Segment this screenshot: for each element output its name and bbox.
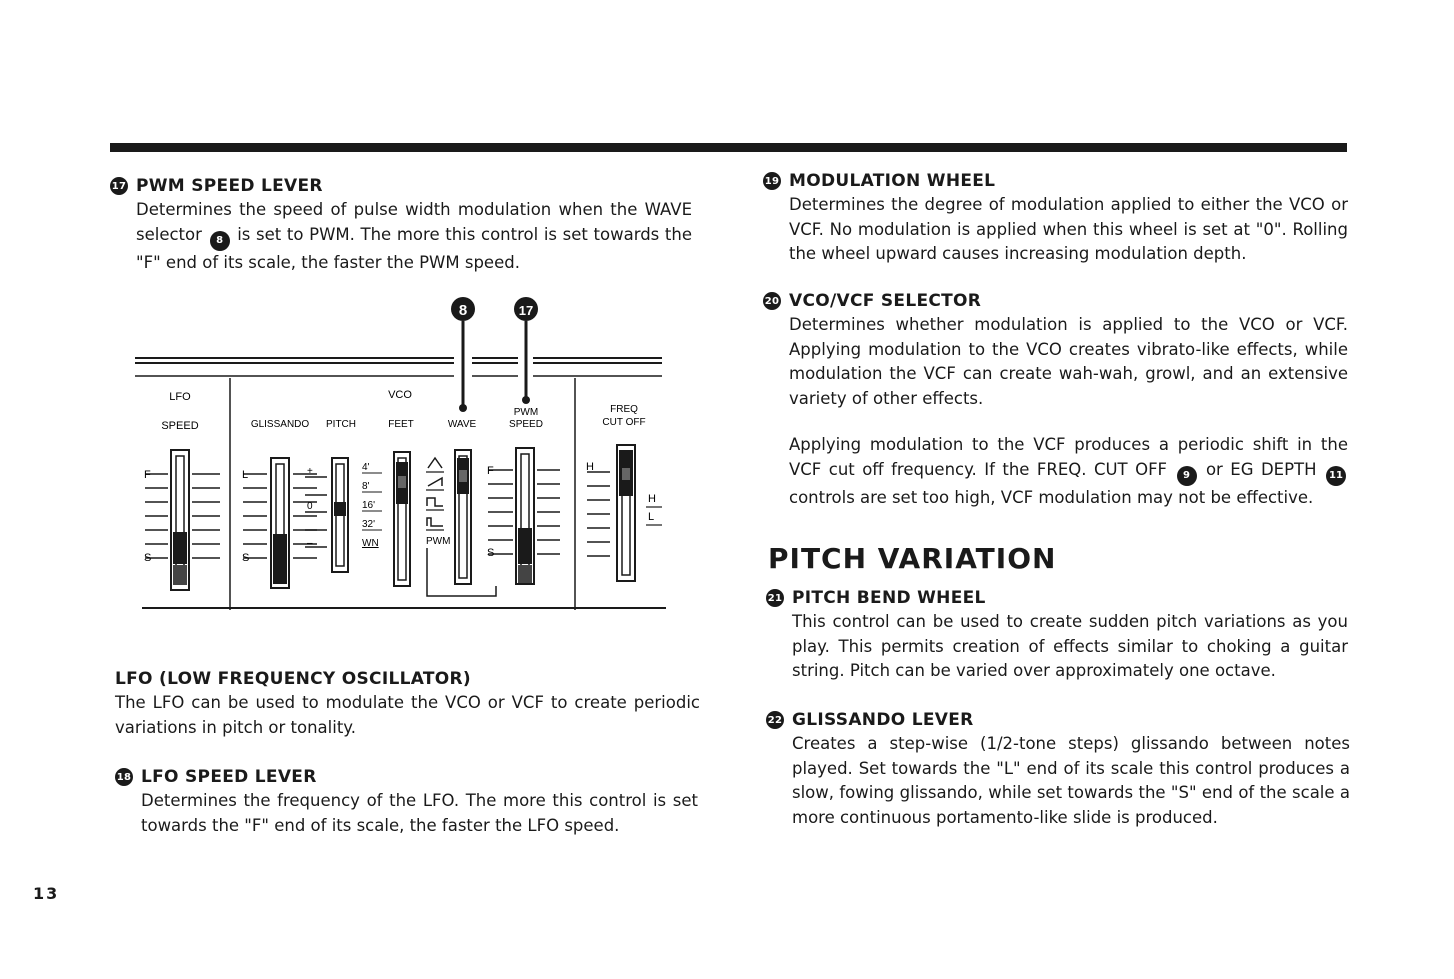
freq-side-h-label: H	[648, 493, 656, 505]
freq-cutoff-slider[interactable]	[586, 445, 662, 581]
pitch-minus-label: –	[307, 538, 313, 549]
lfo-f-label: F	[144, 469, 151, 481]
pitch-bend-wheel-heading	[766, 588, 1348, 608]
pitch-bend-wheel-section	[766, 588, 1348, 684]
selector-text-2c: controls are set too high, VCF modulation may not be effective.	[789, 487, 1314, 507]
pwm-speed-title: PWM SPEED LEVER	[136, 176, 323, 196]
lfo-speed-heading	[115, 767, 698, 787]
glissando-lever-text: Creates a step-wise (1/2-tone steps) glissando between notes played. Set towards the "L" end of its scale this control produces a slow, fowing glissando, while set towards the "S" end of the scale a more continuous portamento-like slide is produced.	[792, 734, 1350, 827]
pwm-speed-heading	[110, 176, 692, 196]
lfo-title: LFO (LOW FREQUENCY OSCILLATOR)	[115, 669, 471, 689]
glissando-lever-section	[766, 710, 1350, 830]
item-number-badge: 18	[115, 768, 133, 786]
pitch-bend-wheel-title: PITCH BEND WHEEL	[792, 588, 986, 608]
lfo-speed-label: SPEED	[161, 420, 199, 432]
glissando-l-label: L	[242, 469, 249, 481]
ref-badge-wave: 8	[210, 231, 230, 251]
pwm-speed-slider[interactable]	[487, 448, 560, 584]
vco-label: VCO	[388, 389, 412, 401]
pwm-speed-section	[110, 176, 692, 275]
pwm-speed-text-b: is set to PWM. The more this control is set towards the "F" end of its scale, the faster the PWM speed.	[136, 224, 693, 272]
feet-8-label: 8'	[362, 481, 370, 492]
feet-selector[interactable]	[362, 452, 410, 586]
selector-text-2b: or EG DEPTH	[1205, 459, 1317, 479]
pwm-label: PWM	[513, 407, 539, 418]
vco-vcf-selector-text: Determines whether modulation is applied to the VCO or VCF. Applying modulation to the VCO creates vibrato-like effects, while modulation the VCF can create wah-wah, growl, and an extensive variety of other effects.	[789, 315, 1348, 408]
page-number: 13	[33, 884, 60, 903]
pitch-variation-title: PITCH VARIATION	[768, 542, 1057, 575]
pitch-slider[interactable]	[305, 458, 348, 572]
item-number-badge: 20	[763, 292, 781, 310]
vco-vcf-selector-text-2	[789, 433, 1348, 510]
pwm-s-label: S	[487, 547, 495, 559]
selector-text-2a: Applying modulation to the VCF produces a periodic shift in the VCF cut off frequency. If the FREQ. CUT OFF	[789, 435, 1348, 479]
modulation-wheel-title: MODULATION WHEEL	[789, 171, 996, 191]
item-number-badge: 17	[110, 177, 128, 195]
pitch-bend-wheel-text: This control can be used to create sudden pitch variations as you play. This permits creation of effects similar to choking a guitar string. Pitch can be varied over approximately one octave.	[792, 612, 1348, 680]
vco-vcf-selector-section	[763, 291, 1348, 510]
feet-wn-label: WN	[362, 538, 379, 549]
modulation-wheel-heading	[763, 171, 1348, 191]
modulation-wheel-section	[763, 171, 1348, 267]
wave-label: WAVE	[447, 419, 477, 430]
ref-badge-eg-depth: 11	[1326, 466, 1346, 486]
pwm-f-label: F	[487, 465, 494, 477]
lfo-speed-slider[interactable]	[144, 450, 220, 590]
control-panel-diagram	[130, 290, 670, 615]
ref-badge-freq-cutoff: 9	[1177, 466, 1197, 486]
freq-side-l-label: L	[648, 511, 655, 523]
feet-16-label: 16'	[362, 500, 376, 511]
lfo-speed-text: Determines the frequency of the LFO. The more this control is set towards the "F" end of its scale, the faster the LFO speed.	[141, 791, 698, 835]
pitch-plus-label: +	[307, 466, 313, 477]
freq-h-label: H	[586, 461, 594, 473]
wave-selector[interactable]	[426, 450, 496, 596]
lfo-section	[115, 669, 700, 740]
top-rule	[110, 143, 1347, 152]
item-number-badge: 22	[766, 711, 784, 729]
freq-label: FREQ	[610, 404, 638, 415]
feet-label: FEET	[388, 419, 414, 430]
wave-pwm-label: PWM	[426, 536, 451, 547]
modulation-wheel-text: Determines the degree of modulation applied to either the VCO or VCF. No modulation is applied when this wheel is set at "0". Rolling the wheel upward causes increasing modulation depth.	[789, 195, 1348, 263]
cut-off-label: CUT OFF	[602, 417, 646, 428]
feet-32-label: 32'	[362, 519, 376, 530]
pwm-speed-label: SPEED	[509, 419, 543, 430]
lfo-s-label: S	[144, 552, 152, 564]
pitch-zero-label: 0	[307, 501, 313, 512]
pitch-label: PITCH	[326, 419, 356, 430]
pwm-speed-text	[136, 198, 692, 275]
callout-17-label: 17	[518, 303, 534, 318]
lfo-speed-title: LFO SPEED LEVER	[141, 767, 317, 787]
glissando-lever-title: GLISSANDO LEVER	[792, 710, 974, 730]
feet-4-label: 4'	[362, 462, 370, 473]
vco-vcf-selector-title: VCO/VCF SELECTOR	[789, 291, 982, 311]
glissando-label: GLISSANDO	[250, 419, 310, 430]
glissando-s-label: S	[242, 552, 250, 564]
lfo-label: LFO	[169, 391, 191, 403]
item-number-badge: 21	[766, 589, 784, 607]
lfo-heading	[115, 669, 700, 689]
glissando-lever-heading	[766, 710, 1350, 730]
callout-8-label: 8	[458, 302, 468, 319]
item-number-badge: 19	[763, 172, 781, 190]
lfo-text: The LFO can be used to modulate the VCO or VCF to create periodic variations in pitch or tonality.	[115, 693, 700, 737]
lfo-speed-section	[115, 767, 698, 838]
pwm-speed-text-a: Determines the speed of pulse width modulation when the WAVE selector	[136, 200, 692, 244]
vco-vcf-selector-heading	[763, 291, 1348, 311]
